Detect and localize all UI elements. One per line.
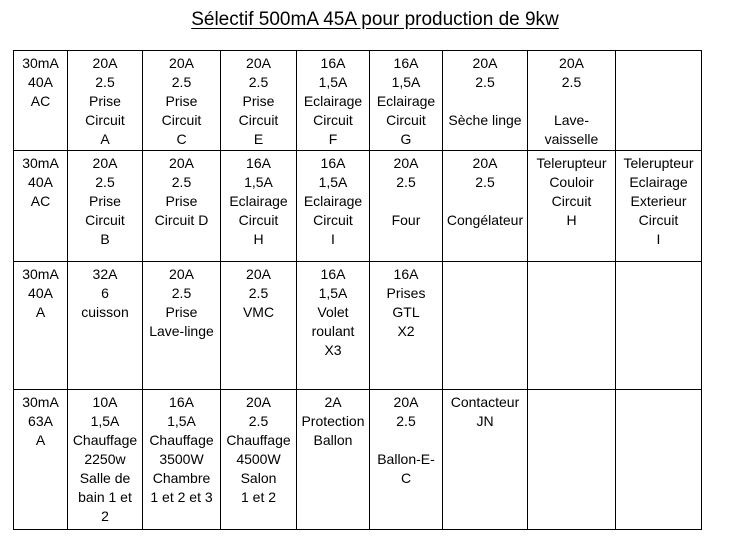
cell-line: Protection xyxy=(301,413,365,429)
circuit-cell xyxy=(221,262,297,390)
cell-line: Eclairage xyxy=(229,193,288,209)
cell-line: 20A xyxy=(169,155,194,171)
cell-line: Prise xyxy=(165,304,198,320)
cell-line: Lave-linge xyxy=(149,323,214,339)
cell-line: 30mA xyxy=(22,394,59,410)
cell-line: 16A xyxy=(393,266,419,282)
cell-line: Circuit xyxy=(313,112,353,128)
cell-line: I xyxy=(331,231,335,247)
cell-line: C xyxy=(176,131,187,147)
cell-line: Exterieur xyxy=(630,193,687,209)
cell-line: Chambre xyxy=(152,470,211,486)
circuit-cell xyxy=(616,262,702,390)
cell-line: 16A xyxy=(320,155,346,171)
cell-line: A xyxy=(100,131,110,147)
cell-line: 2.5 xyxy=(396,413,416,429)
cell-line: Circuit xyxy=(638,212,679,228)
circuit-cell xyxy=(68,151,143,262)
cell-line: 2.5 xyxy=(248,74,269,90)
cell-line: Prise xyxy=(242,93,275,109)
cell-line: AC xyxy=(30,93,51,109)
cell-line: 20A xyxy=(169,55,194,71)
cell-line: Prise xyxy=(89,93,121,109)
cell-line: 20A xyxy=(246,266,271,282)
cell-line: 20A xyxy=(169,266,194,282)
cell-line: 1,5A xyxy=(318,174,348,190)
cell-line: Contacteur xyxy=(450,394,520,410)
cell-line: vaisselle xyxy=(544,131,599,147)
differential-breaker-cell xyxy=(14,151,68,262)
cell-line: 20A xyxy=(393,155,419,171)
circuit-cell xyxy=(221,390,297,530)
cell-line: G xyxy=(400,131,412,147)
cell-line: Circuit xyxy=(85,112,125,128)
cell-line: 2.5 xyxy=(171,174,192,190)
cell-line: Circuit xyxy=(386,112,426,128)
cell-line: Circuit xyxy=(238,112,279,128)
cell-line: A xyxy=(35,304,46,320)
cell-line: 1,5A xyxy=(90,413,120,429)
circuit-cell xyxy=(143,151,221,262)
cell-line: 2A xyxy=(324,394,342,410)
table-row xyxy=(14,51,702,151)
cell-line: 20A xyxy=(92,55,118,71)
cell-line: 30mA xyxy=(22,55,59,71)
circuit-cell xyxy=(221,151,297,262)
differential-breaker-cell xyxy=(14,262,68,390)
table-row xyxy=(14,262,702,390)
cell-line: 30mA xyxy=(22,155,59,171)
circuit-table-body xyxy=(14,51,702,530)
cell-line: A xyxy=(35,432,46,448)
cell-line: C xyxy=(400,470,412,486)
cell-line: 4500W xyxy=(236,451,281,467)
cell-line: 1,5A xyxy=(391,74,421,90)
cell-line: VMC xyxy=(242,304,275,320)
cell-line: Eclairage xyxy=(303,93,363,109)
circuit-cell xyxy=(443,151,528,262)
cell-line: H xyxy=(566,212,577,228)
cell-line: Chauffage xyxy=(149,432,214,448)
cell-line: 20A xyxy=(246,55,271,71)
page-title xyxy=(0,8,750,32)
cell-line: Circuit xyxy=(238,212,279,228)
cell-line: cuisson xyxy=(81,304,129,320)
table-row xyxy=(14,390,702,530)
cell-line: 63A xyxy=(28,413,53,429)
cell-line: 40A xyxy=(28,174,53,190)
cell-line: Sèche linge xyxy=(448,112,522,128)
circuit-cell xyxy=(221,51,297,151)
cell-line: Circuit xyxy=(161,112,202,128)
cell-line xyxy=(370,431,442,450)
circuit-cell xyxy=(370,262,443,390)
cell-line: 20A xyxy=(92,155,118,171)
circuit-cell xyxy=(443,390,528,530)
cell-line: Prise xyxy=(165,93,198,109)
cell-line: 16A xyxy=(246,155,271,171)
cell-line: 2.5 xyxy=(248,285,269,301)
cell-line: bain 1 et xyxy=(78,489,132,505)
circuit-cell xyxy=(370,390,443,530)
circuit-cell xyxy=(297,51,370,151)
cell-line: Eclairage xyxy=(629,174,688,190)
cell-line: JN xyxy=(476,413,494,429)
cell-line: B xyxy=(100,231,110,247)
cell-line: Telerupteur xyxy=(536,155,607,171)
circuit-cell xyxy=(616,390,702,530)
cell-line: 2.5 xyxy=(171,74,192,90)
cell-line: Prise xyxy=(165,193,198,209)
cell-line: Circuit xyxy=(551,193,592,209)
cell-line: 1,5A xyxy=(244,174,273,190)
cell-line: Salle de xyxy=(79,470,131,486)
cell-line: Salon xyxy=(240,470,277,486)
cell-line: 1,5A xyxy=(318,285,348,301)
differential-breaker-cell xyxy=(14,390,68,530)
cell-line: 2.5 xyxy=(95,174,115,190)
cell-line: Lave- xyxy=(553,112,590,128)
circuit-cell xyxy=(528,262,616,390)
cell-line: 16A xyxy=(393,55,419,71)
cell-line: 3500W xyxy=(159,451,204,467)
cell-line xyxy=(443,192,527,211)
circuit-cell xyxy=(370,151,443,262)
cell-line: Circuit D xyxy=(154,212,209,228)
cell-line: 2.5 xyxy=(475,74,495,90)
cell-line: Telerupteur xyxy=(623,155,694,171)
cell-line: Chauffage xyxy=(226,432,291,448)
cell-line: 1 et 2 et 3 xyxy=(150,489,213,505)
cell-line: Ballon-E- xyxy=(377,451,435,467)
cell-line: 2.5 xyxy=(95,74,115,90)
cell-line: Eclairage xyxy=(376,93,436,109)
circuit-cell xyxy=(528,51,616,151)
cell-line: 20A xyxy=(246,394,271,410)
cell-line: 2.5 xyxy=(248,413,269,429)
circuit-cell xyxy=(143,51,221,151)
cell-line: AC xyxy=(30,193,51,209)
circuit-cell xyxy=(68,262,143,390)
cell-line: Couloir xyxy=(549,174,594,190)
page-title-text: Sélectif 500mA 45A pour production de 9kw xyxy=(191,9,559,30)
cell-line: F xyxy=(328,131,338,147)
cell-line: I xyxy=(656,231,661,247)
table-row xyxy=(14,151,702,262)
cell-line: 40A xyxy=(28,74,53,90)
circuit-cell xyxy=(143,262,221,390)
cell-line: Ballon xyxy=(313,432,353,448)
circuit-cell xyxy=(443,262,528,390)
cell-line: 1 et 2 xyxy=(240,489,277,505)
cell-line: GTL xyxy=(392,304,420,320)
circuit-cell xyxy=(528,151,616,262)
circuit-cell xyxy=(616,151,702,262)
cell-line xyxy=(370,192,442,211)
cell-line xyxy=(443,92,527,111)
cell-line: 16A xyxy=(320,55,346,71)
cell-line: 1,5A xyxy=(167,413,196,429)
cell-line: X2 xyxy=(397,323,415,339)
cell-line: 2.5 xyxy=(561,74,582,90)
cell-line: 2.5 xyxy=(475,174,495,190)
circuit-table xyxy=(13,50,702,530)
cell-line: Circuit xyxy=(313,212,353,228)
cell-line: Eclairage xyxy=(303,193,363,209)
cell-line: 20A xyxy=(472,55,498,71)
cell-line: Volet xyxy=(317,304,349,320)
cell-line: 30mA xyxy=(22,266,59,282)
cell-line: 20A xyxy=(393,394,419,410)
cell-line: 40A xyxy=(28,285,53,301)
cell-line: Prises xyxy=(386,285,426,301)
cell-line: Prise xyxy=(89,193,121,209)
cell-line: X3 xyxy=(324,342,342,358)
cell-line: 6 xyxy=(101,285,109,301)
differential-breaker-cell xyxy=(14,51,68,151)
cell-line: 16A xyxy=(169,394,194,410)
circuit-cell xyxy=(616,51,702,151)
cell-line: Circuit xyxy=(85,212,125,228)
circuit-cell xyxy=(68,51,143,151)
cell-line: 20A xyxy=(472,155,498,171)
cell-line: 32A xyxy=(92,266,118,282)
circuit-cell xyxy=(528,390,616,530)
cell-line: 10A xyxy=(92,394,118,410)
circuit-cell xyxy=(297,151,370,262)
cell-line: 2.5 xyxy=(171,285,192,301)
cell-line: Congélateur xyxy=(446,212,524,228)
cell-line: Chauffage xyxy=(72,432,138,448)
cell-line: 2.5 xyxy=(396,174,416,190)
cell-line: E xyxy=(253,131,264,147)
cell-line: 2 xyxy=(101,508,109,524)
circuit-cell xyxy=(68,390,143,530)
circuit-cell xyxy=(370,51,443,151)
circuit-cell xyxy=(297,390,370,530)
cell-line: H xyxy=(253,231,264,247)
cell-line: 2250w xyxy=(84,451,126,467)
circuit-cell xyxy=(143,390,221,530)
cell-line xyxy=(528,92,615,111)
circuit-cell xyxy=(443,51,528,151)
cell-line: 16A xyxy=(320,266,346,282)
cell-line: Four xyxy=(391,212,421,228)
cell-line: roulant xyxy=(311,323,355,339)
cell-line: 1,5A xyxy=(318,74,348,90)
circuit-cell xyxy=(297,262,370,390)
cell-line: 20A xyxy=(559,55,584,71)
